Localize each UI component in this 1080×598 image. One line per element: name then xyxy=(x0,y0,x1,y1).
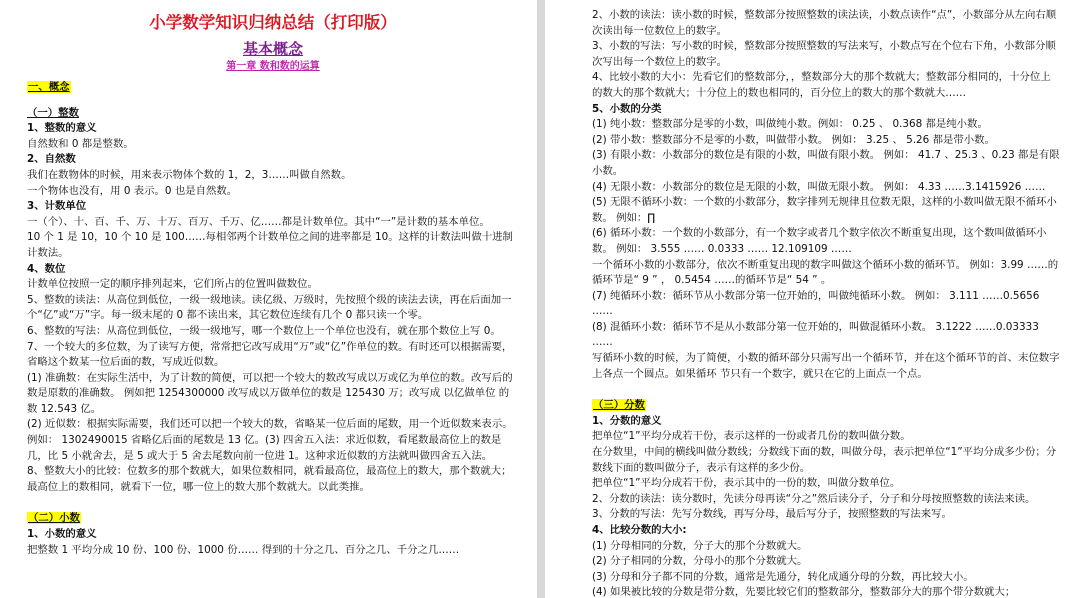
paragraph: 3、分数的写法：先写分数线，再写分母，最后写分子，按照整数的写法来写。 xyxy=(592,508,952,521)
paragraph: 一（个）、十、百、千、万、十万、百万、千万、亿……都是计数单位。其中“一”是计数的基本单位。 xyxy=(27,215,490,228)
spacer xyxy=(592,382,1060,392)
subsection-heading: 1、整数的意义 xyxy=(27,122,97,135)
paragraph: 6、整数的写法：从高位到低位，一级一级地写，哪一个数位上一个单位也没有，就在那个数位上写 0。 xyxy=(27,324,501,337)
paragraph: (6) 循环小数：一个数的小数部分，有一个数字或者几个数字依次不断重复出现，这个数叫做循环小数。 例如： 3.555 …… 0.0333 …… 12.109109 …… xyxy=(592,227,1047,255)
paragraph: (7) 纯循环小数：循环节从小数部分第一位开始的，叫做纯循环小数。 例如： 3.111 ……0.5656 …… xyxy=(592,289,1040,318)
left-page xyxy=(0,0,537,598)
paragraph: (4) 如果被比较的分数是带分数，先要比较它们的整数部分，整数部分大的那个带分数就大； xyxy=(592,586,1016,598)
paragraph: 一个物体也没有，用 0 表示。0 也是自然数。 xyxy=(27,184,238,197)
paragraph: (8) 混循环小数：循环节不是从小数部分第一位开始的，叫做混循环小数。 3.1222 ……0.03333 …… xyxy=(592,320,1039,349)
chapter-heading: 基本概念 xyxy=(242,40,303,58)
section-heading: （三）分数 xyxy=(593,399,645,412)
paragraph: 3、小数的写法：写小数的时候，整数部分按照整数的写法来写，小数点写在个位右下角，小数部分顺次写出每一个数位上的数字。 xyxy=(592,40,1056,68)
paragraph: 把整数 1 平均分成 10 份、100 份、1000 份…… 得到的十分之几、百分之几、千分之几…… xyxy=(27,543,460,556)
paragraph: 7、一个较大的多位数，为了读写方便，常常把它改写成用“万”或“亿”作单位的数。有时还可以根据需要，省略这个数某一位后面的数，写成近似数。 xyxy=(27,340,513,369)
paragraph: 自然数和 0 都是整数。 xyxy=(27,137,134,150)
document-title: 小学数学知识归纳总结（打印版） xyxy=(149,13,397,32)
section-heading: （二）小数 xyxy=(28,512,80,525)
paragraph: 我们在数物体的时候，用来表示物体个数的 1，2，3……叫做自然数。 xyxy=(27,168,352,181)
paragraph: 10 个 1 是 10，10 个 10 是 100……每相邻两个计数单位之间的进率都是 10。这样的计数法叫做十进制计数法。 xyxy=(27,231,513,259)
spacer xyxy=(27,96,519,106)
paragraph: (2) 近似数：根据实际需要，我们还可以把一个较大的数，省略某一位后面的尾数，用一个近似数来表示。 例如： 1302490015 省略亿后面的尾数是 13 亿。(3) 四舍五入法：求近似数，看尾数最高位上的数是几，比 5 小就舍去，是 5 或大于 5 舍去尾数向前一位进 1。这种求近似数的方法就叫做四舍五入法。 xyxy=(27,418,513,462)
page-gap xyxy=(537,0,545,598)
subsection-heading: 5、小数的分类 xyxy=(592,102,662,115)
section-heading: 一、概念 xyxy=(28,81,70,93)
paragraph: 计数单位按照一定的顺序排列起来，它们所占的位置叫做数位。 xyxy=(27,278,318,291)
paragraph: 2、分数的读法：读分数时，先读分母再读“分之”然后读分子，分子和分母按照整数的读法来读。 xyxy=(592,492,1036,505)
paragraph: (3) 分母和分子都不同的分数，通常是先通分，转化成通分母的分数，再比较大小。 xyxy=(592,570,974,583)
paragraph: 把单位“1”平均分成若干份，表示这样的一份或者几份的数叫做分数。 xyxy=(592,430,911,443)
paragraph: 5、整数的读法：从高位到低位，一级一级地读。读亿级、万级时，先按照个级的读法去读，再在后面加一个“亿”或“万”字。每一级末尾的 0 都不读出来，其它数位连续有几个 0 都只读一个零。 xyxy=(27,293,512,322)
paragraph: (5) 无限不循环小数：一个数的小数部分，数字排列无规律且位数无限，这样的小数叫做无限不循环小数。 例如：∏ xyxy=(592,196,1057,224)
subsection-heading: 1、小数的意义 xyxy=(27,528,97,541)
subsection-heading: 2、自然数 xyxy=(27,153,76,166)
paragraph: 写循环小数的时候，为了简便，小数的循环部分只需写出一个循环节，并在这个循环节的首、末位数字上各点一个圆点。如果循环 节只有一个数字，就只在它的上面点一个点。 xyxy=(592,352,1060,380)
paragraph: 4、比较小数的大小：先看它们的整数部分，，整数部分大的那个数就大；整数部分相同的，十分位上的数大的那个数就大；十分位上的数也相同的，百分位上的数大的那个数就大…… xyxy=(592,71,1051,99)
paragraph: 一个循环小数的小数部分，依次不断重复出现的数字叫做这个循环小数的循环节。 例如：3.99 ……的循环节是“ 9 ” ， 0.5454 ……的循环节是“ 54 ” 。 xyxy=(592,258,1059,287)
paragraph: (4) 无限小数：小数部分的数位是无限的小数，叫做无限小数。 例如： 4.33 ……3.1415926 …… xyxy=(592,180,1046,193)
subsection-heading: 3、计数单位 xyxy=(27,200,87,213)
subsection-heading: 4、比较分数的大小: xyxy=(592,524,687,536)
subsection-heading: 4、数位 xyxy=(27,262,66,275)
chapter-subheading: 第一章 数和数的运算 xyxy=(226,61,320,72)
paragraph: (1) 分母相同的分数，分子大的那个分数就大。 xyxy=(592,539,808,552)
subsection-heading: 1、分数的意义 xyxy=(592,414,662,427)
paragraph: (1) 纯小数：整数部分是零的小数，叫做纯小数。例如： 0.25 、 0.368 都是纯小数。 xyxy=(592,118,988,131)
paragraph: 8、整数大小的比较：位数多的那个数就大，如果位数相同，就看最高位，最高位上的数大，那个数就大；最高位上的数相同，就看下一位，哪一位上的数大那个数就大。以此类推。 xyxy=(27,465,512,493)
paragraph: (2) 带小数：整数部分不是零的小数，叫做带小数。 例如： 3.25 、 5.26 都是带小数。 xyxy=(592,133,995,146)
right-page xyxy=(545,0,1080,598)
paragraph: 在分数里，中间的横线叫做分数线；分数线下面的数，叫做分母，表示把单位“1”平均分成多少份；分数线下面的数叫做分子，表示有这样的多少份。 xyxy=(592,446,1057,474)
paragraph: (1) 准确数：在实际生活中，为了计数的简便，可以把一个较大的数改写成以万或亿为单位的数。改写后的数是原数的准确数。 例如把 1254300000 改写成以万做单位的数是 125430 万；改写成 以亿做单位 的数 12.543 亿。 xyxy=(27,371,513,415)
spacer xyxy=(27,495,519,505)
paragraph: (2) 分子相同的分数，分母小的那个分数就大。 xyxy=(592,555,808,568)
paragraph: 2、小数的读法：读小数的时候，整数部分按照整数的读法读，小数点读作“点”，小数部分从左向右顺次读出每一位数位上的数字。 xyxy=(592,9,1057,37)
paragraph: (3) 有限小数：小数部分的数位是有限的小数，叫做有限小数。 例如： 41.7 、25.3 、0.23 都是有限小数。 xyxy=(592,149,1060,177)
paragraph: 把单位“1”平均分成若干份，表示其中的一份的数，叫做分数单位。 xyxy=(592,477,901,490)
subsection-heading: （一）整数 xyxy=(27,106,79,119)
